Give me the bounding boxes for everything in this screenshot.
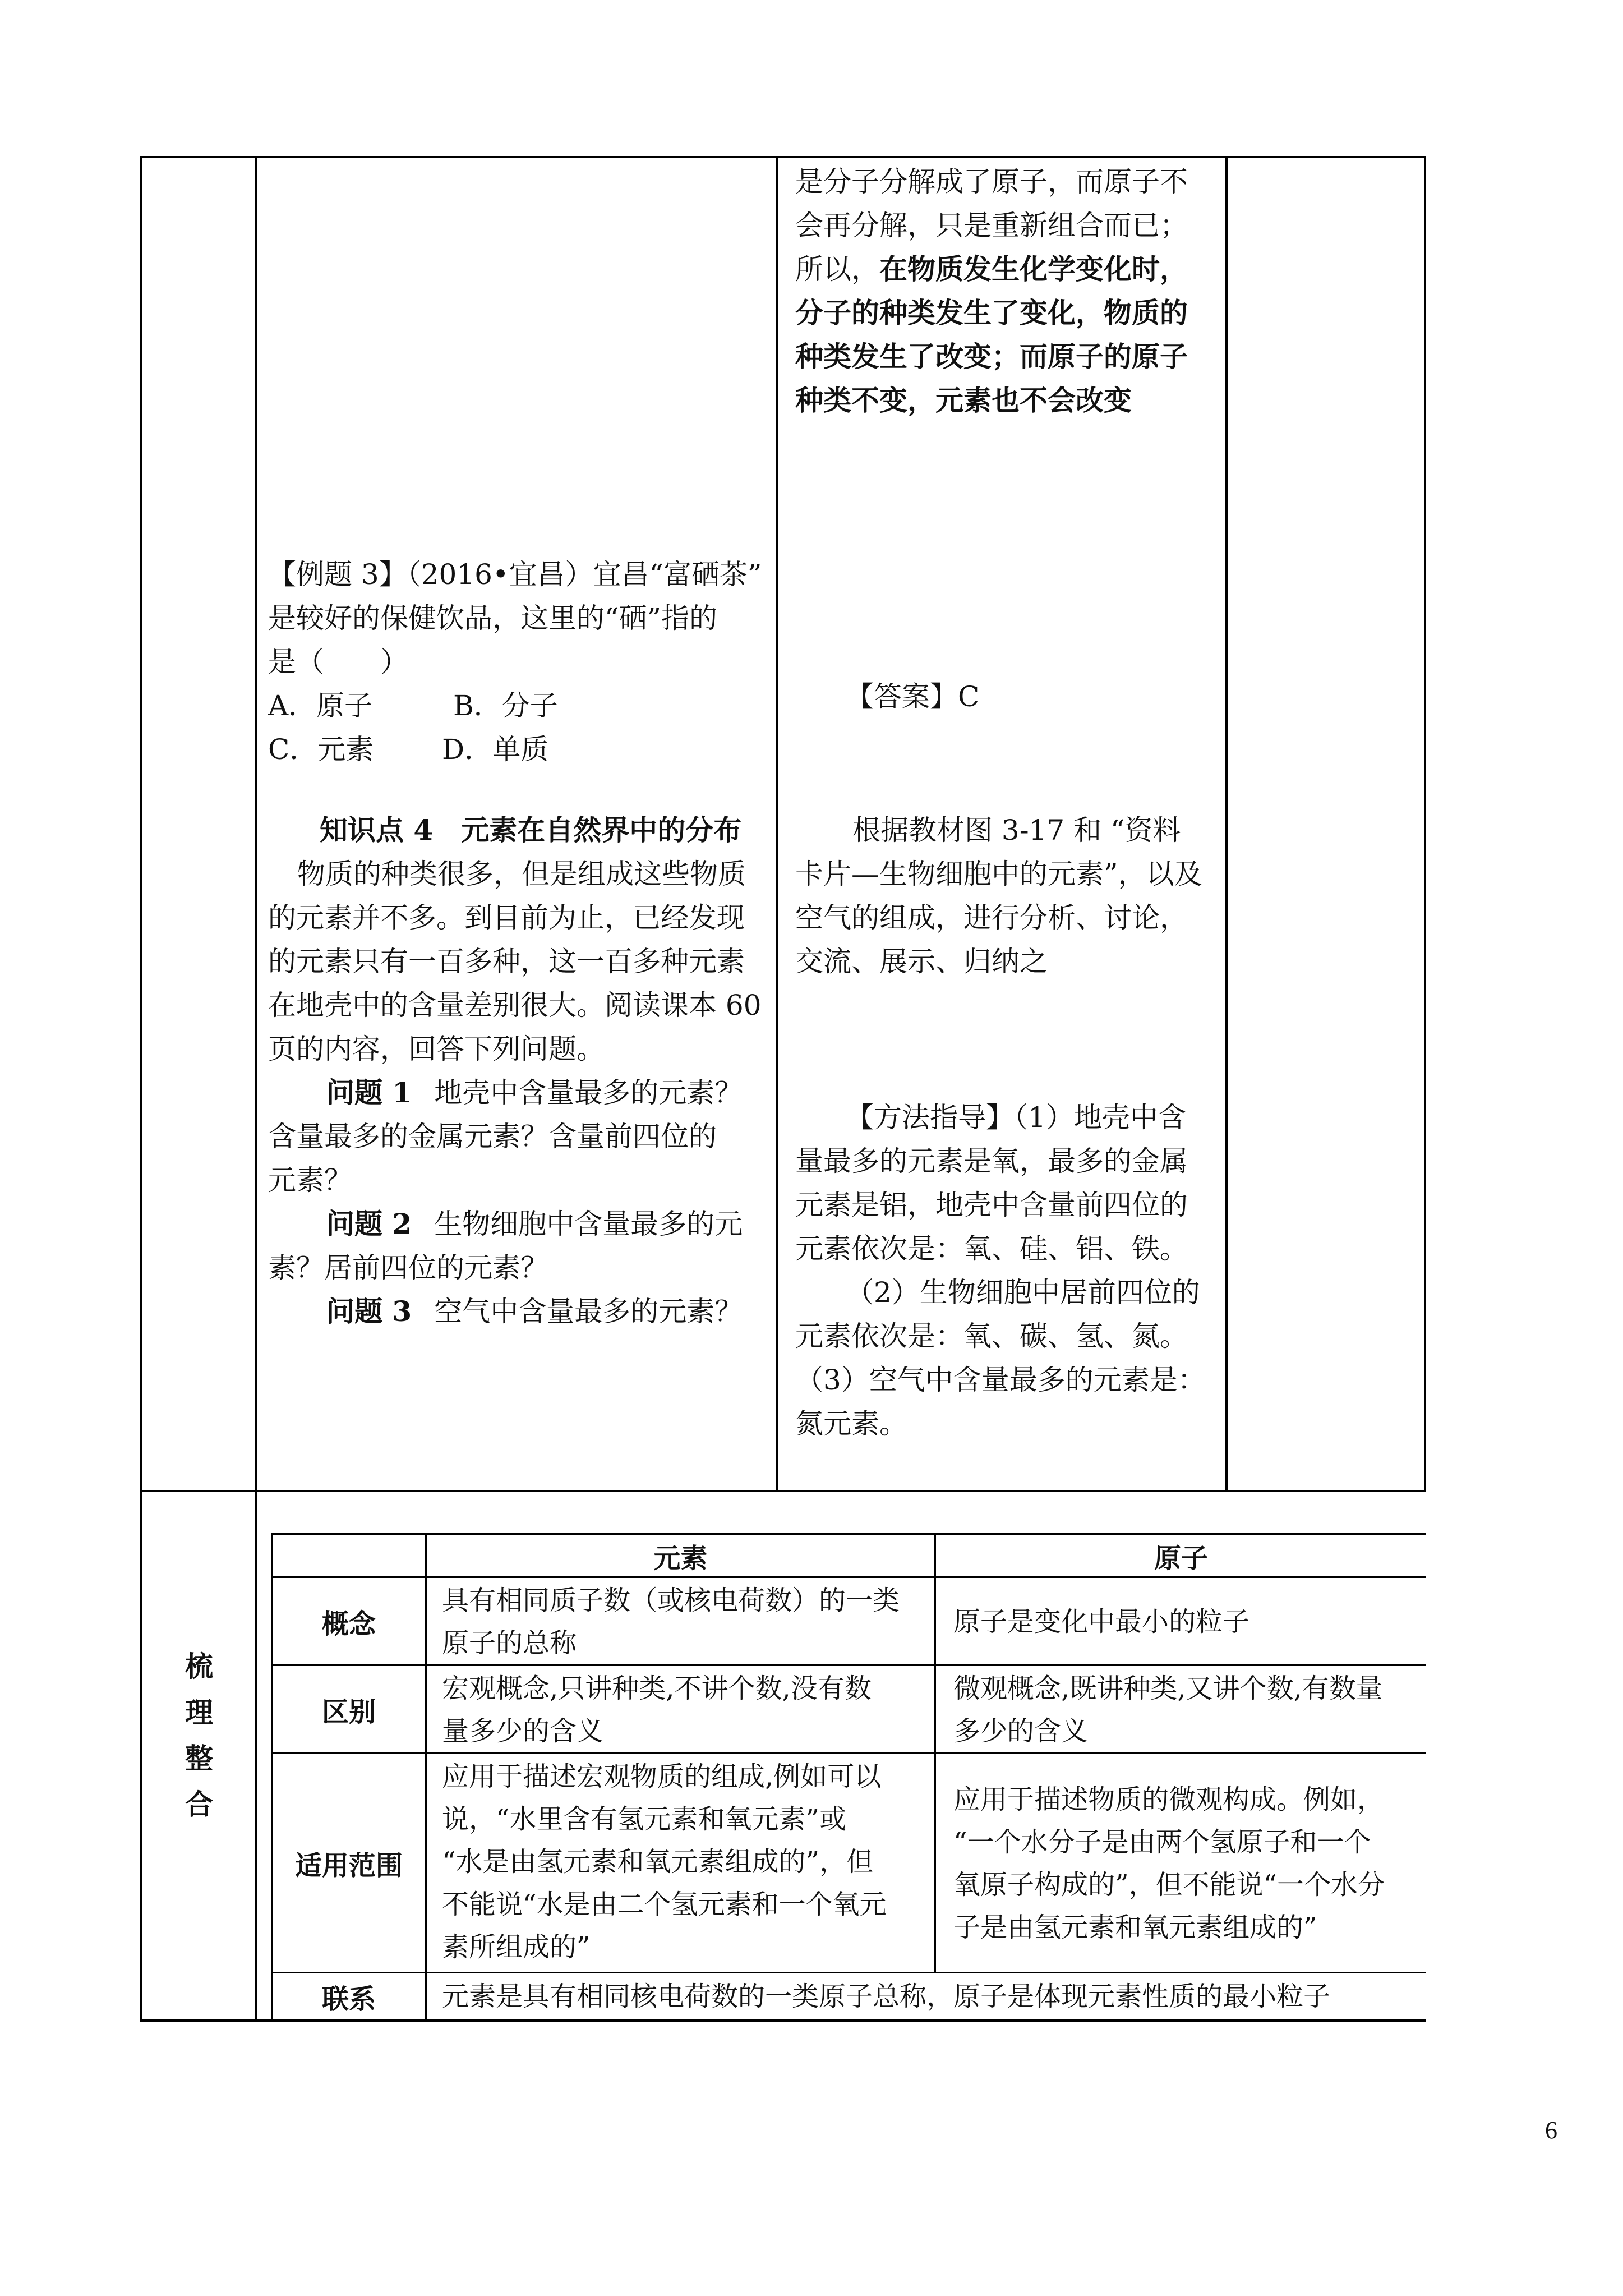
example3-line-2: 是较好的保健饮品，这里的“硒”指的: [268, 602, 718, 634]
header-atom: 原子: [1154, 1542, 1208, 1574]
activity-line-4: 交流、展示、归纳之: [795, 945, 1048, 978]
intro-line-1: 物质的种类很多，但是组成这些物质: [297, 858, 746, 890]
q1-line-2: 含量最多的金属元素？含量前四位的: [268, 1120, 717, 1153]
scope-element-5: 素所组成的”: [442, 1931, 591, 1963]
guide-line-5: （2）生物细胞中居前四位的: [846, 1276, 1200, 1309]
option-d: D．单质: [442, 733, 549, 766]
inner-col-divider: [934, 1533, 936, 1973]
col3-line-3: [795, 247, 1188, 291]
difference-element-1: 宏观概念,只讲种类,不讲个数,没有数: [442, 1673, 872, 1704]
relation-text: 元素是具有相同核电荷数的一类原子总称，原子是体现元素性质的最小粒子: [442, 1981, 1331, 2012]
table-top-border: [140, 156, 1426, 158]
activity-line-2: 卡片—生物细胞中的元素”，以及: [795, 858, 1202, 890]
side-char-2: 理: [185, 1696, 213, 1729]
scope-element-3: “水是由氢元素和氧元素组成的”，但: [442, 1846, 874, 1878]
q3-line: [326, 1290, 743, 1333]
inner-header-bottom: [271, 1576, 1426, 1578]
scope-atom-3: 氧原子构成的”，但不能说“一个水分: [953, 1869, 1385, 1901]
col3-divider: [1225, 156, 1228, 1491]
row-label-scope: 适用范围: [294, 1849, 403, 1881]
difference-atom-2: 多少的含义: [953, 1715, 1089, 1747]
intro-line-4: 在地壳中的含量差别很大。阅读课本 60: [268, 989, 762, 1022]
example3-answer: 【答案】C: [846, 680, 980, 713]
row-label-concept: 概念: [321, 1608, 376, 1640]
guide-line-3: 元素是铝，地壳中含量前四位的: [795, 1189, 1188, 1221]
guide-line-7: （3）空气中含量最多的元素是：: [795, 1364, 1206, 1396]
intro-line-3: 的元素只有一百多种，这一百多种元素: [268, 945, 745, 978]
table-right-border: [1424, 156, 1426, 1491]
side-char-4: 合: [185, 1788, 213, 1821]
difference-atom-1: 微观概念,既讲种类,又讲个数,有数量: [953, 1673, 1383, 1704]
inner-row1-bottom: [271, 1664, 1426, 1666]
col3-prefix: 所以，: [795, 253, 879, 286]
guide-line-2: 量最多的元素是氧，最多的金属: [795, 1145, 1188, 1177]
guide-line-1: 【方法指导】（1）地壳中含: [846, 1101, 1186, 1134]
option-b: B．分子: [453, 689, 558, 722]
col2-divider: [776, 156, 778, 1491]
row-label-relation: 联系: [321, 1983, 376, 2015]
q1-line-1: [326, 1071, 743, 1115]
col3-bold-3: 种类发生了改变；而原子的原子: [795, 340, 1188, 373]
section-divider: [140, 1490, 1426, 1492]
col1-divider: [255, 156, 257, 2022]
col3-bold-4: 种类不变，元素也不会改变: [795, 384, 1132, 417]
q3-text: 空气中含量最多的元素？: [434, 1295, 743, 1328]
q2-line-2: 素？居前四位的元素？: [268, 1251, 548, 1284]
guide-line-6: 元素依次是：氧、碳、氢、氮。: [795, 1320, 1188, 1352]
q2-line-1: [326, 1202, 743, 1246]
scope-atom-2: “一个水分子是由两个氢原子和一个: [953, 1826, 1371, 1858]
table-left-border: [140, 156, 142, 2022]
q1-label: 问题 1: [326, 1076, 412, 1109]
knowledge4-title: 知识点 4 元素在自然界中的分布: [320, 813, 742, 846]
inner-label-divider: [425, 1533, 427, 2022]
activity-line-1: 根据教材图 3-17 和 “资料: [852, 814, 1181, 846]
q2-text-1: 生物细胞中含量最多的元: [434, 1208, 743, 1240]
concept-atom-1: 原子是变化中最小的粒子: [953, 1606, 1250, 1637]
scope-element-1: 应用于描述宏观物质的组成,例如可以: [442, 1761, 882, 1792]
page-number: 6: [1545, 2116, 1557, 2144]
side-char-3: 整: [185, 1742, 213, 1775]
scope-atom-4: 子是由氢元素和氧元素组成的”: [953, 1912, 1317, 1943]
q1-text-1: 地壳中含量最多的元素？: [434, 1076, 743, 1109]
inner-row3-bottom: [271, 1972, 1426, 1973]
option-a: A．原子: [268, 689, 373, 722]
summary-side-label: [174, 1644, 224, 1828]
concept-element-1: 具有相同质子数（或核电荷数）的一类: [442, 1585, 900, 1616]
col3-line-1: 是分子分解成了原子，而原子不: [795, 165, 1188, 198]
example3-line-3: 是（ ）: [268, 646, 408, 678]
scope-element-2: 说，“水里含有氢元素和氧元素”或: [442, 1803, 847, 1835]
col3-line-2: 会再分解，只是重新组合而已；: [795, 209, 1188, 242]
intro-line-5: 页的内容，回答下列问题。: [268, 1033, 605, 1065]
activity-line-3: 空气的组成，进行分析、讨论，: [795, 901, 1188, 934]
intro-line-2: 的元素并不多。到目前为止，已经发现: [268, 901, 745, 934]
col3-bold-2: 分子的种类发生了变化，物质的: [795, 296, 1188, 329]
row-label-difference: 区别: [321, 1696, 376, 1728]
header-element: 元素: [653, 1542, 708, 1574]
table-bottom-border: [140, 2019, 1426, 2022]
q3-label: 问题 3: [326, 1295, 412, 1328]
guide-line-8: 氮元素。: [795, 1407, 907, 1440]
scope-atom-1: 应用于描述物质的微观构成。例如，: [953, 1784, 1385, 1815]
scope-element-4: 不能说“水是由二个氢元素和一个氧元: [442, 1889, 887, 1920]
inner-row2-bottom: [271, 1752, 1426, 1754]
option-c: C．元素: [268, 733, 374, 766]
side-char-1: 梳: [185, 1650, 213, 1683]
col3-bold-1: 在物质发生化学变化时，: [879, 252, 1188, 286]
guide-line-4: 元素依次是：氧、硅、铝、铁。: [795, 1232, 1188, 1265]
difference-element-2: 量多少的含义: [442, 1715, 604, 1747]
example3-line-1: 【例题 3】（2016•宜昌）宜昌“富硒茶”: [268, 558, 762, 591]
concept-element-2: 原子的总称: [442, 1627, 577, 1659]
q1-line-3: 元素？: [268, 1164, 352, 1197]
q2-label: 问题 2: [326, 1207, 412, 1240]
